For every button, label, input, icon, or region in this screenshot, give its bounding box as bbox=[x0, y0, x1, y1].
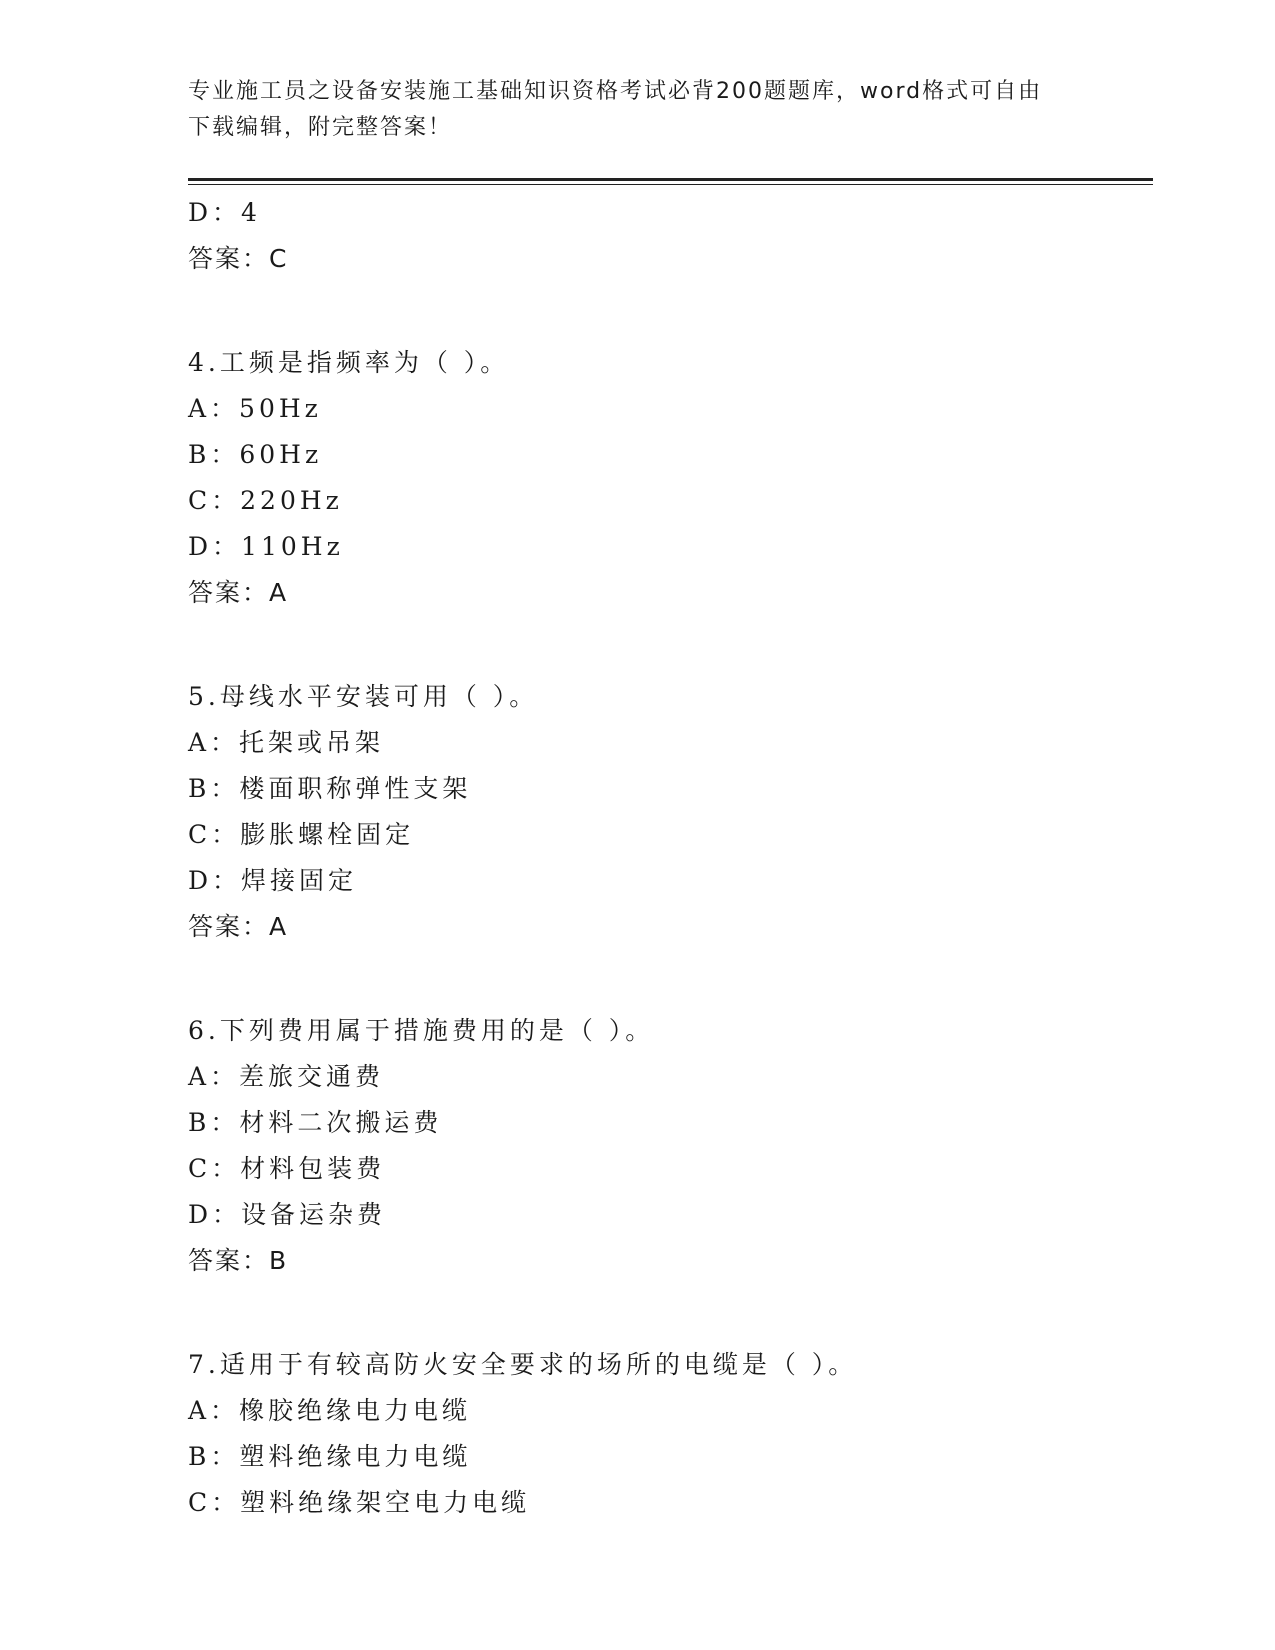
q5-stem: 5.母线水平安装可用（ ）。 bbox=[188, 682, 539, 711]
spacer bbox=[188, 616, 1148, 674]
q5-option-b: B：楼面职称弹性支架 bbox=[188, 774, 472, 803]
question-list bbox=[188, 190, 1148, 1526]
q6-option-d: D：设备运杂费 bbox=[188, 1200, 387, 1229]
q6-option-a: A：差旅交通费 bbox=[188, 1062, 385, 1091]
header-divider-thick bbox=[188, 178, 1153, 181]
q4-option-d: D：110Hz bbox=[188, 532, 344, 561]
q5-option-c: C：膨胀螺栓固定 bbox=[188, 820, 415, 849]
q7-option-b: B：塑料绝缘电力电缆 bbox=[188, 1442, 472, 1471]
q6-option-c: C：材料包装费 bbox=[188, 1154, 386, 1183]
header-title-line-1: 专业施工员之设备安装施工基础知识资格考试必背200题题库，word格式可自由 bbox=[188, 79, 1043, 104]
q6-option-b: B：材料二次搬运费 bbox=[188, 1108, 443, 1137]
q7-option-c: C：塑料绝缘架空电力电缆 bbox=[188, 1488, 531, 1517]
header-divider-thin bbox=[188, 184, 1153, 185]
q6-answer: 答案：B bbox=[188, 1246, 289, 1275]
q7-stem: 7.适用于有较高防火安全要求的场所的电缆是（ ）。 bbox=[188, 1350, 858, 1379]
q5-answer: 答案：A bbox=[188, 912, 289, 941]
q6-stem: 6.下列费用属于措施费用的是（ ）。 bbox=[188, 1016, 655, 1045]
q5-option-a: A：托架或吊架 bbox=[188, 728, 385, 757]
q4-stem: 4.工频是指频率为（ ）。 bbox=[188, 348, 510, 377]
document-header bbox=[188, 74, 1088, 146]
spacer bbox=[188, 950, 1148, 1008]
spacer bbox=[188, 282, 1148, 340]
q4-answer: 答案：A bbox=[188, 578, 289, 607]
q4-option-c: C：220Hz bbox=[188, 486, 343, 515]
header-title-line-2: 下载编辑，附完整答案！ bbox=[188, 115, 453, 140]
q4-option-b: B：60Hz bbox=[188, 440, 323, 469]
q4-option-a: A：50Hz bbox=[188, 394, 322, 423]
q5-option-d: D：焊接固定 bbox=[188, 866, 358, 895]
spacer bbox=[188, 1284, 1148, 1342]
q3-answer: 答案：C bbox=[188, 244, 289, 273]
q7-option-a: A：橡胶绝缘电力电缆 bbox=[188, 1396, 472, 1425]
q3-option-d: D：4 bbox=[188, 198, 261, 227]
